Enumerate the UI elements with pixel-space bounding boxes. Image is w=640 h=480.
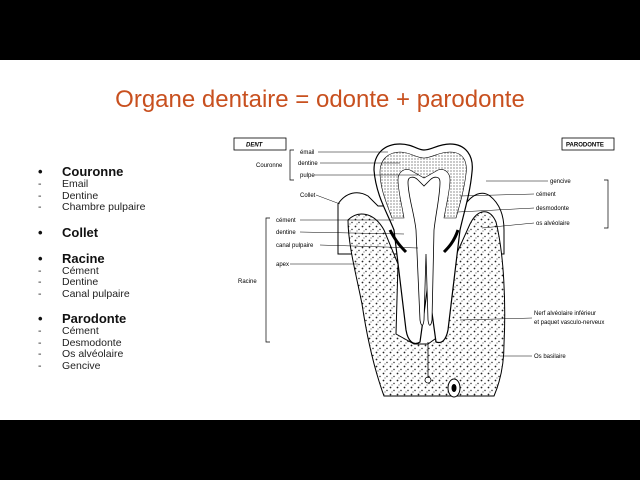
slide: [0, 60, 640, 420]
tooth-diagram: [228, 134, 620, 404]
couronne-bracket: [290, 150, 294, 180]
dash: -: [38, 264, 42, 277]
label-canal: canal pulpaire: [276, 243, 314, 249]
slide-title: Organe dentaire = odonte + parodonte: [115, 86, 525, 113]
dash: -: [38, 189, 42, 202]
label-gencive: gencive: [550, 179, 571, 185]
section-heading: Collet: [62, 224, 99, 240]
dash: -: [38, 348, 42, 360]
dash: -: [38, 201, 42, 213]
dash: -: [38, 287, 42, 300]
leader-cement-right: [460, 194, 534, 196]
section-couronne: [38, 164, 228, 214]
dash: -: [38, 359, 42, 372]
label-dentine-top: dentine: [298, 161, 318, 167]
parodonte-header: PARODONTE: [566, 142, 604, 149]
label-email: émail: [300, 150, 315, 156]
bullet: •: [38, 164, 43, 179]
dash: -: [38, 178, 42, 190]
dash: -: [38, 276, 42, 288]
section-heading: Racine: [62, 250, 105, 266]
leader-collet: [316, 195, 340, 204]
dash: -: [38, 325, 42, 337]
list-item: Gencive: [62, 359, 101, 372]
label-nerf-2: et paquet vasculo-nerveux: [534, 320, 605, 326]
label-nerf-1: Nerf alvéolaire inférieur: [534, 311, 597, 317]
dent-header: DENT: [246, 142, 263, 149]
list-item: Cément: [62, 325, 99, 337]
section-collet: [38, 225, 228, 240]
racine-label: Racine: [238, 279, 257, 285]
parodonte-bracket: [604, 180, 608, 228]
list-item: Email: [62, 178, 89, 190]
list-item: Chambre pulpaire: [62, 201, 146, 213]
section-racine: [38, 251, 228, 301]
label-pulpe: pulpe: [300, 173, 315, 179]
label-cement-right: cément: [536, 192, 556, 198]
label-os-basilaire: Os basilaire: [534, 354, 566, 360]
bullet: •: [38, 224, 43, 240]
list-item: Os alvéolaire: [62, 348, 124, 360]
bullet: •: [38, 250, 43, 266]
list-item: Dentine: [62, 189, 99, 202]
list-item: Cément: [62, 264, 99, 277]
nerve-bundle-inner: [452, 384, 457, 392]
couronne-label: Couronne: [256, 163, 283, 169]
label-collet: Collet: [300, 193, 316, 199]
label-os-alveolaire: os alvéolaire: [536, 221, 570, 227]
section-heading: Parodonte: [62, 311, 127, 326]
list-item: Canal pulpaire: [62, 287, 130, 300]
label-apex: apex: [276, 262, 290, 268]
list-item: Desmodonte: [62, 336, 122, 349]
outline-list: [38, 164, 228, 383]
label-dentine-root: dentine: [276, 230, 296, 236]
racine-bracket: [266, 218, 270, 342]
label-desmodonte: desmodonte: [536, 206, 570, 212]
dash: -: [38, 336, 42, 349]
bullet: •: [38, 311, 43, 326]
list-item: Dentine: [62, 276, 99, 288]
label-cement: cément: [276, 218, 296, 224]
section-parodonte: [38, 311, 228, 372]
section-heading: Couronne: [62, 164, 124, 179]
